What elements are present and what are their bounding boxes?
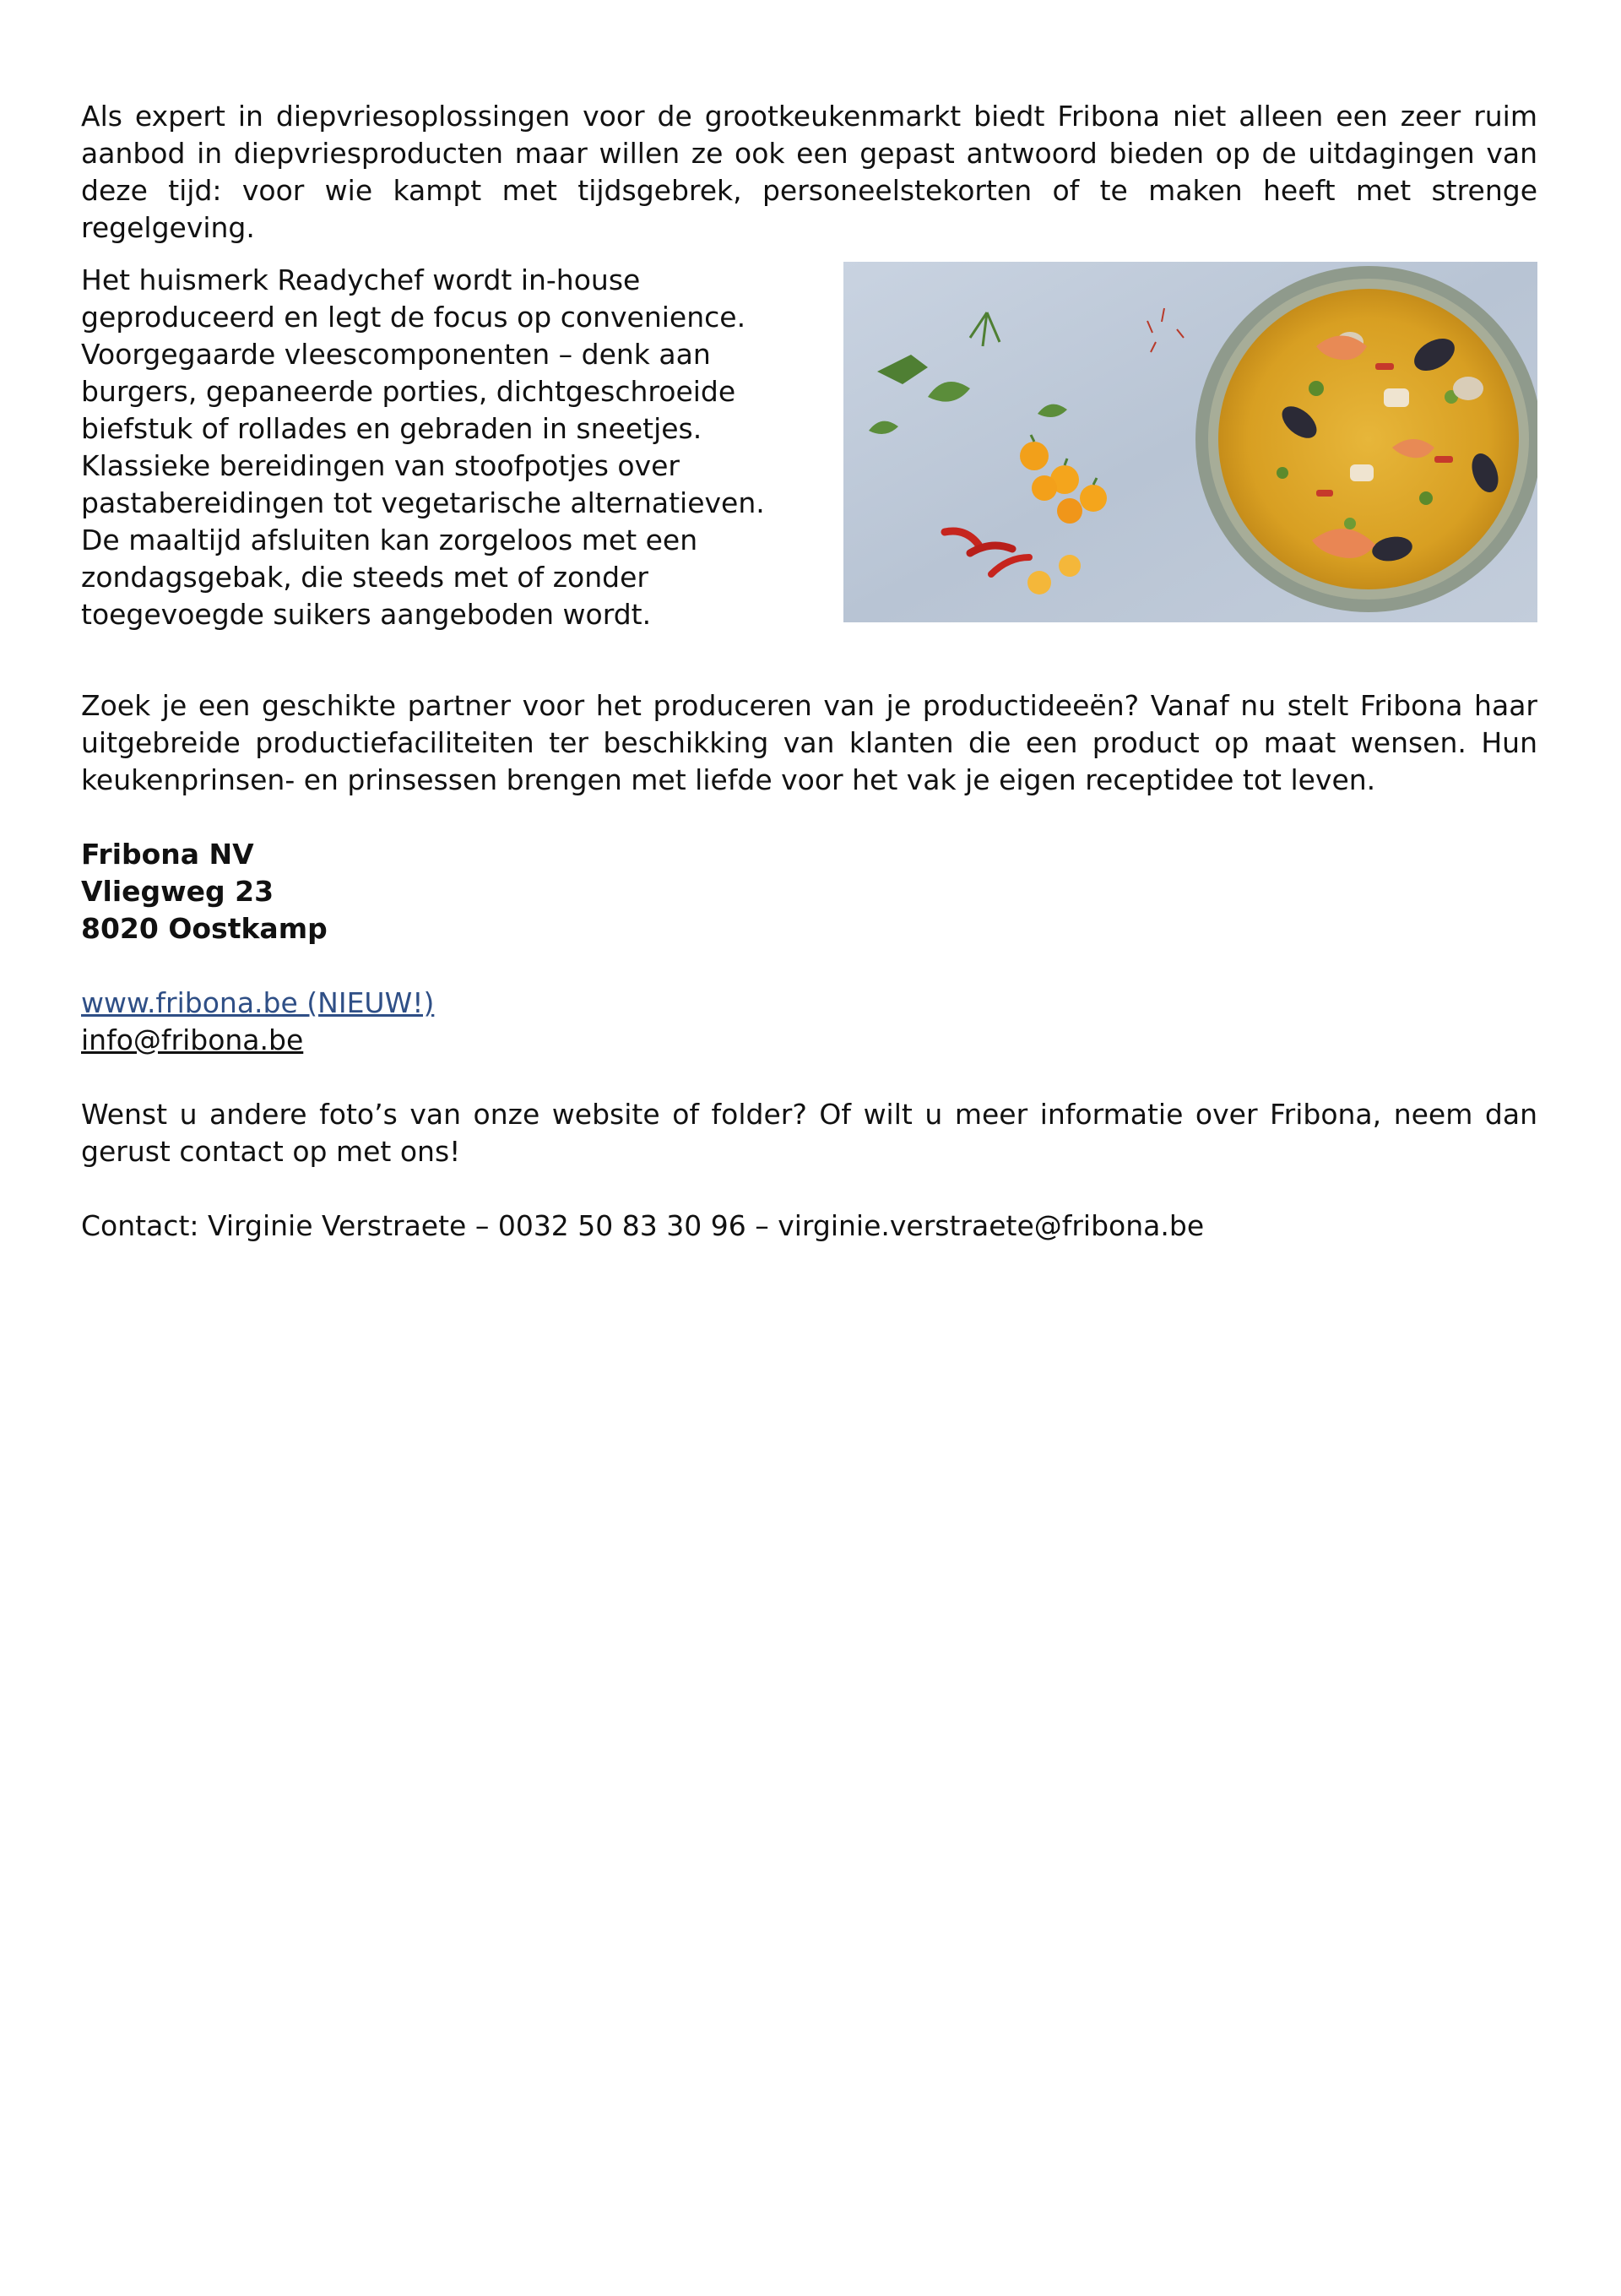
readychef-line: Klassieke bereidingen van stoofpotjes over <box>81 449 680 482</box>
readychef-line: zondagsgebak, die steeds met of zonder <box>81 561 648 594</box>
readychef-line: biefstuk of rollades en gebraden in sneetjes. <box>81 412 702 445</box>
company-address <box>81 836 1537 947</box>
readychef-line: Voorgegaarde vleescomponenten – denk aan <box>81 338 711 371</box>
links <box>81 985 1537 1059</box>
contact-line: Contact: Virginie Verstraete – 0032 50 83 30 96 – virginie.verstraete@fribona.be <box>81 1209 1205 1242</box>
document-page <box>81 98 1537 1245</box>
company-city: 8020 Oostkamp <box>81 912 328 945</box>
readychef-line: Het huismerk Readychef wordt in-house <box>81 263 641 296</box>
paella-photo <box>843 262 1537 622</box>
readychef-line: geproduceerd en legt de focus op convenience. <box>81 301 746 334</box>
email-link[interactable]: info@fribona.be <box>81 1023 304 1056</box>
company-name: Fribona NV <box>81 838 254 871</box>
photos-paragraph: Wenst u andere foto’s van onze website of folder? Of wilt u meer informatie over Fribona, neem dan gerust contact op met ons! <box>81 1098 1537 1168</box>
company-street: Vliegweg 23 <box>81 875 274 908</box>
readychef-paragraph <box>81 262 807 633</box>
readychef-line: pastabereidingen tot vegetarische alternatieven. <box>81 486 765 519</box>
readychef-line: burgers, gepaneerde porties, dichtgeschroeide <box>81 375 736 408</box>
readychef-line: De maaltijd afsluiten kan zorgeloos met een <box>81 524 698 556</box>
website-link[interactable]: www.fribona.be (NIEUW!) <box>81 986 435 1019</box>
readychef-line: toegevoegde suikers aangeboden wordt. <box>81 598 652 631</box>
intro-paragraph: Als expert in diepvriesoplossingen voor de grootkeukenmarkt biedt Fribona niet alleen een zeer ruim aanbod in diepvriesproducten maar willen ze ook een gepast antwoord bieden op de uitdagingen van deze tijd: voor wie kampt met tijdsgebrek, personeelstekorten of te maken heeft met strenge regelgeving. <box>81 100 1537 244</box>
partner-paragraph: Zoek je een geschikte partner voor het produceren van je productideeën? Vanaf nu stelt Fribona haar uitgebreide productiefaciliteiten ter beschikking van klanten die een product op maat wensen. Hun keukenprinsen- en prinsessen brengen met liefde voor het vak je eigen receptidee tot leven. <box>81 689 1537 796</box>
readychef-section <box>81 262 1537 633</box>
